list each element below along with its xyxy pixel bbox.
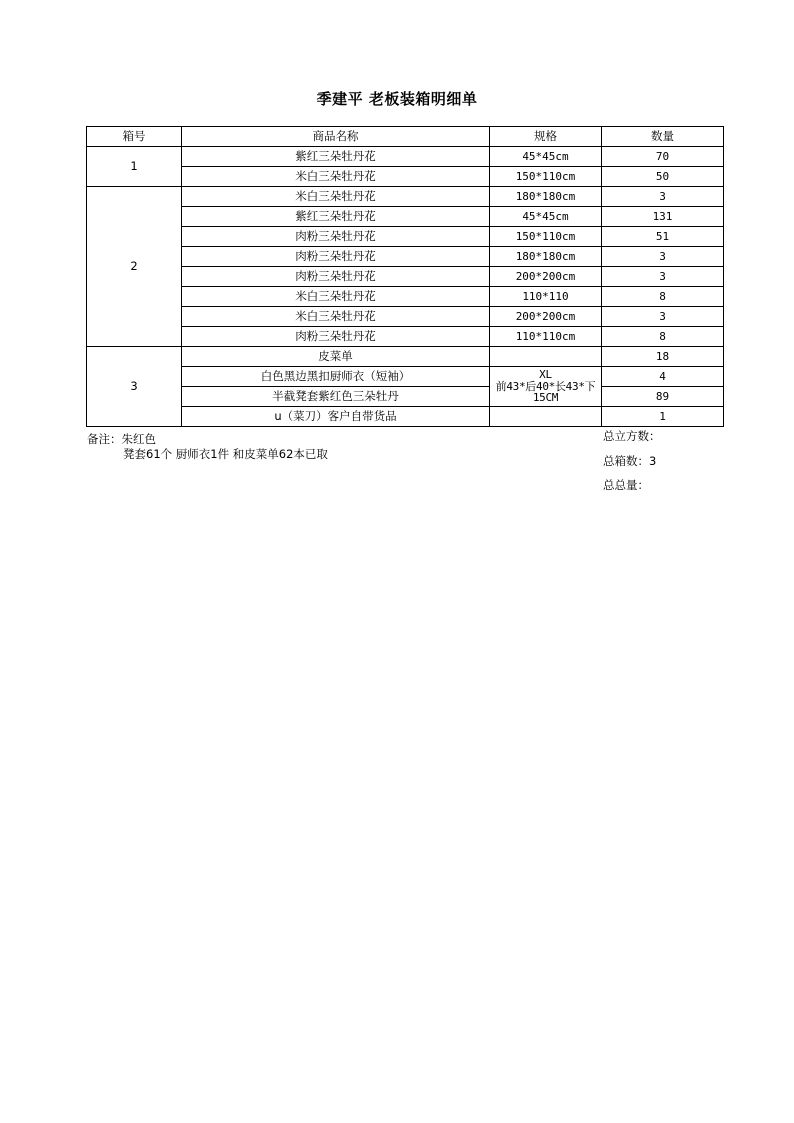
product-name-cell: 肉粉三朵牡丹花 xyxy=(182,267,490,287)
spec-cell: 200*200cm xyxy=(490,307,602,327)
product-name-cell: u（菜刀）客户自带货品 xyxy=(182,407,490,427)
quantity-cell: 8 xyxy=(602,327,724,347)
spec-cell: 45*45cm xyxy=(490,207,602,227)
table-row xyxy=(87,227,724,247)
quantity-cell: 3 xyxy=(602,307,724,327)
quantity-cell: 3 xyxy=(602,247,724,267)
quantity-cell: 18 xyxy=(602,347,724,367)
table-row xyxy=(87,187,724,207)
spec-line-size: XL xyxy=(539,368,552,382)
total-weight-label: 总总量： xyxy=(603,478,649,492)
box-number-cell: 3 xyxy=(87,347,182,427)
page-title: 季建平 老板装箱明细单 xyxy=(316,90,478,108)
table-row xyxy=(87,407,724,427)
quantity-cell: 4 xyxy=(602,367,724,387)
table-row xyxy=(87,247,724,267)
spec-cell: 110*110cm xyxy=(490,327,602,347)
quantity-cell: 50 xyxy=(602,167,724,187)
spec-cell: 45*45cm xyxy=(490,147,602,167)
product-name-cell: 米白三朵牡丹花 xyxy=(182,287,490,307)
table-row xyxy=(87,387,724,407)
remarks-block xyxy=(87,432,328,462)
spec-cell xyxy=(490,407,602,427)
quantity-cell: 89 xyxy=(602,387,724,407)
spec-cell: 180*180cm xyxy=(490,187,602,207)
product-name-cell: 米白三朵牡丹花 xyxy=(182,187,490,207)
table-row xyxy=(87,267,724,287)
header-spec: 规格 xyxy=(490,127,602,147)
table-row xyxy=(87,287,724,307)
product-name-cell: 白色黑边黑扣厨师衣（短袖） xyxy=(182,367,490,387)
spec-cell xyxy=(490,347,602,367)
header-box-no: 箱号 xyxy=(87,127,182,147)
header-quantity: 数量 xyxy=(602,127,724,147)
product-name-cell: 米白三朵牡丹花 xyxy=(182,167,490,187)
table-row xyxy=(87,307,724,327)
remarks-line-2: 凳套61个 厨师衣1件 和皮菜单62本已取 xyxy=(123,447,328,461)
box-number-cell: 2 xyxy=(87,187,182,347)
table-row xyxy=(87,367,724,387)
product-name-cell: 半截凳套紫红色三朵牡丹 xyxy=(182,387,490,407)
product-name-cell: 肉粉三朵牡丹花 xyxy=(182,327,490,347)
product-name-cell: 肉粉三朵牡丹花 xyxy=(182,247,490,267)
product-name-cell: 米白三朵牡丹花 xyxy=(182,307,490,327)
table-row xyxy=(87,207,724,227)
summary-block xyxy=(603,429,661,503)
spec-cell: 150*110cm xyxy=(490,227,602,247)
quantity-cell: 70 xyxy=(602,147,724,167)
product-name-cell: 肉粉三朵牡丹花 xyxy=(182,227,490,247)
quantity-cell: 51 xyxy=(602,227,724,247)
quantity-cell: 131 xyxy=(602,207,724,227)
total-boxes-label: 总箱数：3 xyxy=(603,453,657,468)
spec-line-dimensions: 前43*后40*长43*下15CM xyxy=(495,379,596,405)
spec-cell: 200*200cm xyxy=(490,267,602,287)
box-number-cell: 1 xyxy=(87,147,182,187)
spec-cell: 110*110 xyxy=(490,287,602,307)
quantity-cell: 1 xyxy=(602,407,724,427)
quantity-cell: 3 xyxy=(602,187,724,207)
product-name-cell: 紫红三朵牡丹花 xyxy=(182,147,490,167)
table-row xyxy=(87,327,724,347)
spec-cell: 150*110cm xyxy=(490,167,602,187)
spec-cell-merged xyxy=(490,367,602,407)
total-volume-label: 总立方数： xyxy=(603,429,661,443)
header-product-name: 商品名称 xyxy=(182,127,490,147)
quantity-cell: 3 xyxy=(602,267,724,287)
product-name-cell: 皮菜单 xyxy=(182,347,490,367)
table-row xyxy=(87,347,724,367)
table-row xyxy=(87,147,724,167)
spec-cell: 180*180cm xyxy=(490,247,602,267)
remarks-line-1: 备注：朱红色 xyxy=(87,432,156,446)
quantity-cell: 8 xyxy=(602,287,724,307)
table-header-row xyxy=(87,127,724,147)
table-row xyxy=(87,167,724,187)
packing-list-table xyxy=(86,126,724,427)
product-name-cell: 紫红三朵牡丹花 xyxy=(182,207,490,227)
